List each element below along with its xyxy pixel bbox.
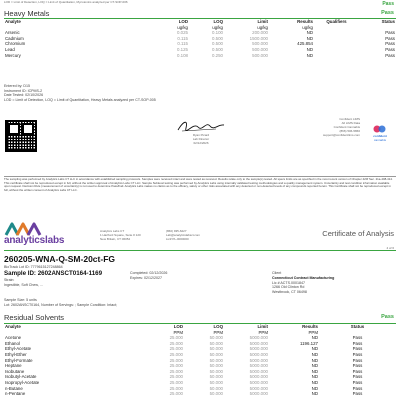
rs-cell: 5000.000 xyxy=(249,391,268,397)
client-label: Client xyxy=(272,271,282,275)
confident-line4: (866) 506-5866 xyxy=(339,129,360,133)
solvents-table xyxy=(4,324,396,397)
rs-cell: Isobutyl-Acetate xyxy=(5,374,37,380)
sample-size: Sample Size: 5 units xyxy=(4,298,37,302)
lab-phone: (860) 935-6227 xyxy=(166,229,187,233)
hm-cell: 500.000 xyxy=(252,46,268,52)
rs-cell: Pass xyxy=(352,374,363,380)
confident-line3: Confident Cannabis xyxy=(333,125,360,129)
sample-id: Sample ID: 2602ANSCT0164-1169 xyxy=(4,270,103,277)
hm-cell xyxy=(314,53,359,59)
rs-cell: Pass xyxy=(352,335,363,341)
rs-cell: 25.000 xyxy=(169,379,183,385)
heavy-metals-table xyxy=(4,19,396,58)
residual-solvents-status: Pass xyxy=(381,314,394,320)
rs-cell: 1196.127 xyxy=(300,340,318,346)
rs-table-row xyxy=(4,391,396,397)
rs-cell: 25.000 xyxy=(169,363,183,369)
confident-line1: Confident LIMS xyxy=(339,117,360,121)
rs-cell: 25.000 xyxy=(169,357,183,363)
disclaimer-text: The sampling was performed by Analytics Labs CT LLC in accordance with established sampling protocols. Samples were received intact and were tested as received. Results relate only to the sample(s) tested. All specs limits are as specified in the most recent version of Chapter 420f Sec. 21a-408-414. This certificate shall not be reproduced except in full, without the written approval of Analytics Labs CT LLC. Sample Sublevel testing was performed by Analytics Labs using internally validated testing methodologies and a quality management system. Uncertainty and test condition information available upon request. Decision Rule (measurement of uncertainty) is not used to determine Pass/Fail. Analytics Labs makes no claims as to the efficacy, safety or other risks associated with any detected or non-detected levels of any compounds reported herein. This Certificate shall not be reproduced except in full, without the written consent of Analytics Labs CT LLC. xyxy=(4,177,393,193)
rs-cell: n-Butane xyxy=(5,385,23,391)
expires-date: Expires: 02/12/2027 xyxy=(130,276,162,280)
rs-cell: Ethanol xyxy=(5,340,20,346)
confident-brand-2: cannabis xyxy=(373,137,386,142)
rs-cell: 50.000 xyxy=(209,374,223,380)
rs-col-analyte: Analyte xyxy=(5,324,21,329)
rs-cell: 50.000 xyxy=(209,363,223,369)
rs-cell: 5000.000 xyxy=(249,374,268,380)
rs-cell: 5000.000 xyxy=(249,385,268,391)
signer-name: Ryan Picard xyxy=(192,133,210,137)
rs-cell: 5000.000 xyxy=(249,340,268,346)
rs-cell: 5000.000 xyxy=(249,346,268,352)
rs-cell: ND xyxy=(311,346,318,352)
instrument-id: Instrument ID: ICPMS-2 xyxy=(4,88,43,93)
rs-cell: 50.000 xyxy=(209,368,223,374)
rs-cell: 25.000 xyxy=(169,340,183,346)
rs-cell: 50.000 xyxy=(209,385,223,391)
rs-cell: 25.000 xyxy=(169,374,183,380)
rs-cell: Heptane xyxy=(5,363,22,369)
rs-cell: ND xyxy=(311,335,318,341)
rs-cell: 50.000 xyxy=(209,351,223,357)
rs-col-results: Results xyxy=(302,324,318,329)
rs-cell: 5000.000 xyxy=(249,363,268,369)
rs-cell: Pass xyxy=(352,351,363,357)
hm-unit-cell: ug/kg xyxy=(257,24,268,30)
hm-unit-cell: ug/kg xyxy=(302,24,313,30)
hm-cell: Mercury xyxy=(5,52,21,58)
analytics-labs-logo xyxy=(4,222,84,248)
rs-col-status: Status xyxy=(350,324,365,329)
confident-cannabis-logo xyxy=(364,124,396,144)
lab-address-3: New Britain, CT 06052 xyxy=(100,237,131,241)
hm-cell: ND xyxy=(306,30,313,36)
signer-title: Lab Director xyxy=(192,137,210,141)
rs-cell: 5000.000 xyxy=(249,379,268,385)
hm-cell: 0.100 xyxy=(212,30,223,36)
confident-line2: All LIMS Data xyxy=(341,121,360,125)
rs-cell: ND xyxy=(311,368,318,374)
hm-cell: 0.500 xyxy=(212,35,223,41)
hm-cell: 200.000 xyxy=(252,30,268,36)
sign-date: 02/12/2026 xyxy=(193,141,209,145)
hm-cell: 0.115 xyxy=(177,41,188,47)
hm-cell: Lead xyxy=(5,46,15,52)
rs-cell: Pass xyxy=(352,368,363,374)
client-license: Lic # ACTS.0001847 xyxy=(272,280,305,285)
rs-cell: ND xyxy=(311,379,318,385)
rs-cell: 25.000 xyxy=(169,335,183,341)
rs-unit-cell: PPM xyxy=(308,329,318,335)
hm-cell: Pass xyxy=(385,52,395,58)
hm-cell: Pass xyxy=(385,46,395,52)
rs-cell: 50.000 xyxy=(209,340,223,346)
rs-cell: Isopropyl-Acetate xyxy=(5,379,40,385)
rs-cell: 5000.000 xyxy=(249,357,268,363)
rs-cell: 50.000 xyxy=(209,335,223,341)
rs-cell: ND xyxy=(311,391,318,397)
rs-cell: Isobutane xyxy=(5,368,25,374)
rs-cell: 5000.000 xyxy=(249,351,268,357)
hm-unit-cell: ug/kg xyxy=(212,24,223,30)
sample-details: Lot: 2602ANSCT0164, Number of Servings: ; Sample Condition: Intact; xyxy=(4,302,118,307)
rs-col-limit: Limit xyxy=(257,324,268,329)
rs-cell: Pass xyxy=(352,346,363,352)
rs-cell: ND xyxy=(311,363,318,369)
rs-cell: 50.000 xyxy=(209,357,223,363)
rs-cell: n-Pentane xyxy=(5,391,26,397)
hm-cell: ND xyxy=(306,35,313,41)
completed-date: Completed: 02/12/2026 xyxy=(130,271,168,275)
hm-cell: 1500.000 xyxy=(249,35,268,41)
sample-name: 260205-WNA-Q-SM-20ct-FG xyxy=(4,254,115,264)
rs-cell: Pass xyxy=(352,379,363,385)
hm-cell: Pass xyxy=(385,30,395,36)
rs-cell: 25.000 xyxy=(169,346,183,352)
hm-cell: 0.115 xyxy=(177,35,188,41)
rs-cell: 25.000 xyxy=(169,351,183,357)
rs-cell: Pass xyxy=(352,391,363,397)
hm-col-results: Results xyxy=(297,19,313,24)
hm-cell: Arsenic xyxy=(5,30,20,36)
rs-cell: ND xyxy=(311,385,318,391)
qr-code-icon xyxy=(5,120,37,152)
rs-cell: Ethyl-Acetate xyxy=(5,346,32,352)
rs-cell: 5000.000 xyxy=(249,335,268,341)
rs-cell: ND xyxy=(311,351,318,357)
rs-cell: Ethyl-Ether xyxy=(5,351,27,357)
hm-cell: 500.000 xyxy=(252,52,268,58)
heavy-metals-notes: LOD = Limit of Detection, LOQ = Limit of Quantitation, Heavy Metals analyzed per CT-SOP-005 xyxy=(4,97,156,102)
entered-by: Entered by: D15 xyxy=(4,84,30,88)
client-address-2: Westbrook, CT 06498 xyxy=(272,289,307,294)
hm-cell: Cadmium xyxy=(5,35,24,41)
confident-brand: confident xyxy=(373,134,387,138)
hm-cell: 425.854 xyxy=(297,41,313,47)
hm-cell: ND xyxy=(306,46,313,52)
rs-cell: 5000.000 xyxy=(249,368,268,374)
header-rule xyxy=(4,250,396,251)
hm-cell: 0.025 xyxy=(177,30,188,36)
hm-cell: 0.125 xyxy=(177,46,188,52)
rs-unit-cell: PPM xyxy=(258,329,268,335)
mycotoxin-notes: LOD = Limit of Detection, LOQ = Limit of Quantitation, Mycotoxins analyzed per CT-SOP-006 xyxy=(4,0,128,4)
top-status: Pass xyxy=(382,1,394,7)
rs-cell: 50.000 xyxy=(209,391,223,397)
hm-cell: 0.250 xyxy=(212,52,223,58)
rs-cell: 50.000 xyxy=(209,379,223,385)
hm-cell: 0.108 xyxy=(177,52,188,58)
hm-unit-cell: ug/kg xyxy=(177,24,188,30)
hm-col-limit: Limit xyxy=(257,19,268,24)
heavy-metals-title: Heavy Metals xyxy=(4,9,50,18)
lab-address-2: 1 Hartford Square, Suite # 120 xyxy=(100,233,141,237)
rs-cell: Acetone xyxy=(5,335,22,341)
lab-license: Lic# PL-0000000 xyxy=(166,237,189,241)
hm-col-status: Status xyxy=(381,19,395,24)
rs-unit-cell: PPM xyxy=(173,329,183,335)
rs-cell: Pass xyxy=(352,363,363,369)
hm-col-lod: LOD xyxy=(178,19,188,24)
rs-cell: Ethyl-Formate xyxy=(5,357,33,363)
brand-name: analyticslabs xyxy=(4,235,65,246)
date-tested: Date Tested: 02/10/2026 xyxy=(4,93,44,97)
signature-image xyxy=(176,118,226,134)
hm-cell: 500.000 xyxy=(252,41,268,47)
hm-cell: Chromium xyxy=(5,41,26,47)
hm-cell: Pass xyxy=(385,35,395,41)
hm-col-qualifiers: Qualifiers xyxy=(326,19,347,24)
page-number: 4 of 6 xyxy=(386,246,394,250)
confident-line5: support@confidentlims.com xyxy=(322,133,360,137)
rs-cell: Pass xyxy=(352,357,363,363)
rs-cell: 25.000 xyxy=(169,368,183,374)
hm-col-loq: LOQ xyxy=(213,19,223,24)
rs-cell: 25.000 xyxy=(169,385,183,391)
rs-unit-cell: PPM xyxy=(213,329,223,335)
client-name: Connecticut Contract Manufacturing xyxy=(272,276,335,280)
residual-solvents-title: Residual Solvents xyxy=(4,313,65,322)
rs-col-loq: LOQ xyxy=(213,324,223,329)
strain-label: Strain: xyxy=(4,278,15,282)
lab-email: Lab@analyticslabsct.com xyxy=(166,233,201,237)
hm-cell: 0.500 xyxy=(212,41,223,47)
hm-cell: 0.500 xyxy=(212,46,223,52)
rs-cell: Pass xyxy=(352,340,363,346)
client-address-1: 1266 Old Clinton Rd xyxy=(272,285,305,289)
rs-cell: Pass xyxy=(352,385,363,391)
rs-col-lod: LOD xyxy=(173,324,183,329)
lab-address-1: Analytics Labs CT xyxy=(100,229,125,233)
hm-cell: Pass xyxy=(385,41,395,47)
rs-cell: 50.000 xyxy=(209,346,223,352)
coa-title: Certificate of Analysis xyxy=(322,229,394,238)
sample-matrix: Ingestible, Soft Chew, ... xyxy=(4,283,43,287)
hm-col-analyte: Analyte xyxy=(5,19,21,24)
rs-cell: 25.000 xyxy=(169,391,183,397)
rs-cell: ND xyxy=(311,357,318,363)
hm-cell: ND xyxy=(306,52,313,58)
hm-table-row xyxy=(4,53,396,59)
heavy-metals-status: Pass xyxy=(381,10,394,16)
rs-cell: ND xyxy=(311,374,318,380)
biotrack-lot-id: BioTrack Lot ID: 7779615127248864 xyxy=(4,265,63,269)
